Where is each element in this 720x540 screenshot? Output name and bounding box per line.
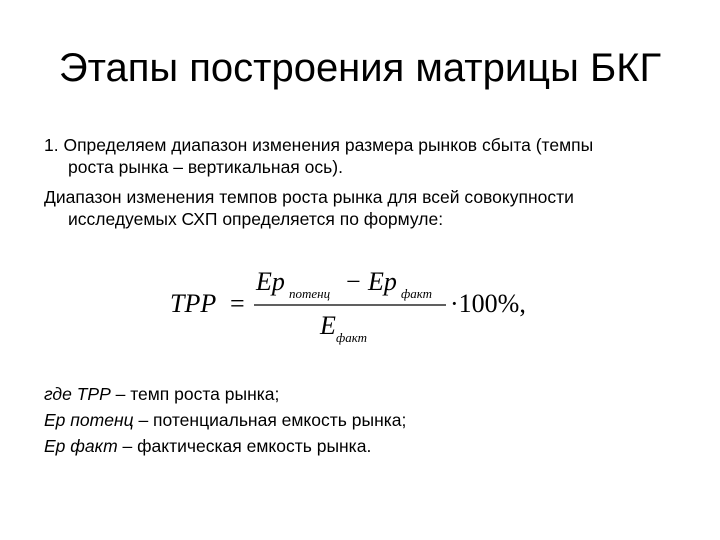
legend-symbol-ep-actual: Ер факт (44, 436, 118, 456)
slide-title: Этапы построения матрицы БКГ (58, 46, 662, 90)
paragraph-step-1-line-1: 1. Определяем диапазон изменения размера рынков сбыта (темпы (44, 135, 594, 155)
paragraph-step-1-line-2: роста рынка – вертикальная ось). (68, 157, 343, 177)
legend-symbol-trp: где ТРР (44, 384, 111, 404)
formula-denominator: E (320, 311, 336, 340)
formula-numerator-b: Ep (368, 267, 397, 296)
formula-denominator-sub: факт (336, 330, 368, 345)
legend-text-ep-actual: – фактическая емкость рынка. (117, 436, 372, 456)
formula-legend (44, 381, 694, 459)
legend-text-ep-potential: – потенциальная емкость рынка; (133, 410, 407, 430)
formula-multiplier: ·100%, (450, 289, 526, 318)
paragraph-range-line-1: Диапазон изменения темпов роста рынка для всей совокупности (44, 187, 574, 207)
paragraph-step-1 (44, 134, 694, 178)
legend-row-ep-potential (44, 407, 694, 433)
formula-graphic (170, 262, 550, 352)
formula-equals: = (230, 289, 245, 318)
formula-numerator-a-sub: потенц (289, 286, 331, 301)
formula-numerator-a: Ep (256, 267, 285, 296)
legend-row-ep-actual (44, 433, 694, 459)
formula (170, 262, 550, 352)
legend-text-trp: – темп роста рынка; (110, 384, 280, 404)
paragraph-range (44, 186, 694, 230)
paragraph-range-line-2: исследуемых СХП определяется по формуле: (68, 209, 444, 229)
formula-minus: − (346, 267, 361, 296)
legend-symbol-ep-potential: Ер потенц (44, 410, 134, 430)
formula-numerator-b-sub: факт (401, 286, 433, 301)
legend-row-trp (44, 381, 694, 407)
formula-lhs: TPP (170, 289, 217, 318)
